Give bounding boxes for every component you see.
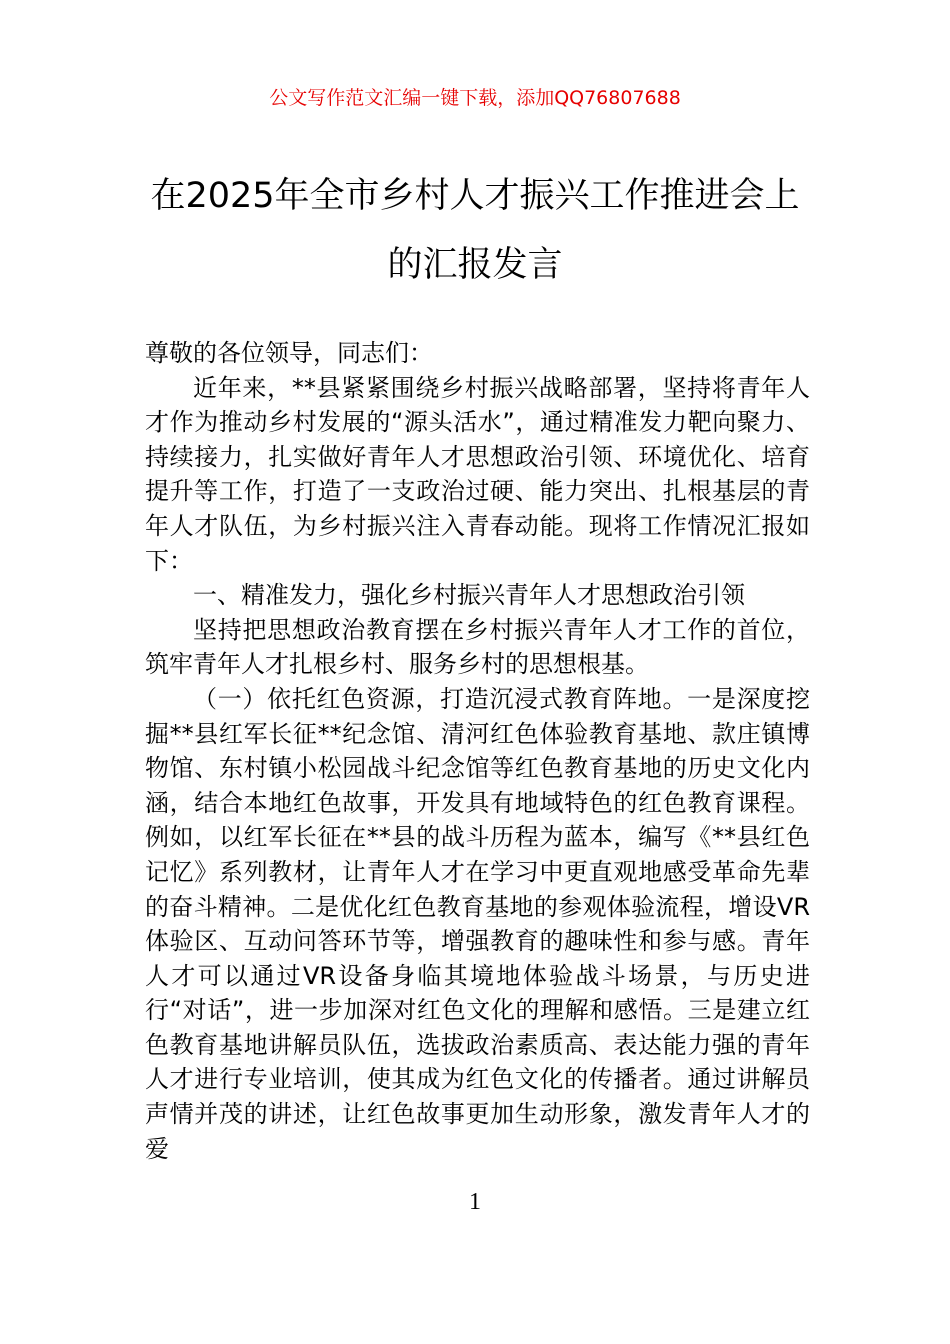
- section-heading-1: 一、精准发力，强化乡村振兴青年人才思想政治引领: [193, 581, 745, 610]
- download-banner: 公文写作范文汇编一键下载，添加QQ76807688: [269, 87, 681, 109]
- page-title-line-2: 的汇报发言: [387, 245, 563, 285]
- page-title-line-1: 在2025年全市乡村人才振兴工作推进会上: [150, 176, 800, 216]
- document-body: [145, 336, 810, 1166]
- paragraph-intro: 近年来，**县紧紧围绕乡村振兴战略部署，坚持将青年人才作为推动乡村发展的“源头活水”，通过精准发力靶向聚力、持续接力，扎实做好青年人才思想政治引领、环境优化、培育提升等工作，打造了一支政治过硬、能力突出、扎根基层的青年人才队伍，为乡村振兴注入青春动能。现将工作情况汇报如下：: [145, 373, 810, 575]
- page-number: 1: [469, 1189, 481, 1215]
- paragraph-section-1-lead: 坚持把思想政治教育摆在乡村振兴青年人才工作的首位，筑牢青年人才扎根乡村、服务乡村的思想根基。: [145, 615, 810, 679]
- salutation: 尊敬的各位领导，同志们：: [145, 339, 433, 367]
- paragraph-subsection-1: （一）依托红色资源，打造沉浸式教育阵地。一是深度挖掘**县红军长征**纪念馆、清河红色体验教育基地、款庄镇博物馆、东村镇小松园战斗纪念馆等红色教育基地的历史文化内涵，结合本地红色故事，开发具有地域特色的红色教育课程。例如，以红军长征在**县的战斗历程为蓝本，编写《**县红色记忆》系列教材，让青年人才在学习中更直观地感受革命先辈的奋斗精神。二是优化红色教育基地的参观体验流程，增设VR体验区、互动问答环节等，增强教育的趣味性和参与感。青年人才可以通过VR设备身临其境地体验战斗场景，与历史进行“对话”，进一步加深对红色文化的理解和感悟。三是建立红色教育基地讲解员队伍，选拔政治素质高、表达能力强的青年人才进行专业培训，使其成为红色文化的传播者。通过讲解员声情并茂的讲述，让红色故事更加生动形象，激发青年人才的爱: [145, 684, 810, 1163]
